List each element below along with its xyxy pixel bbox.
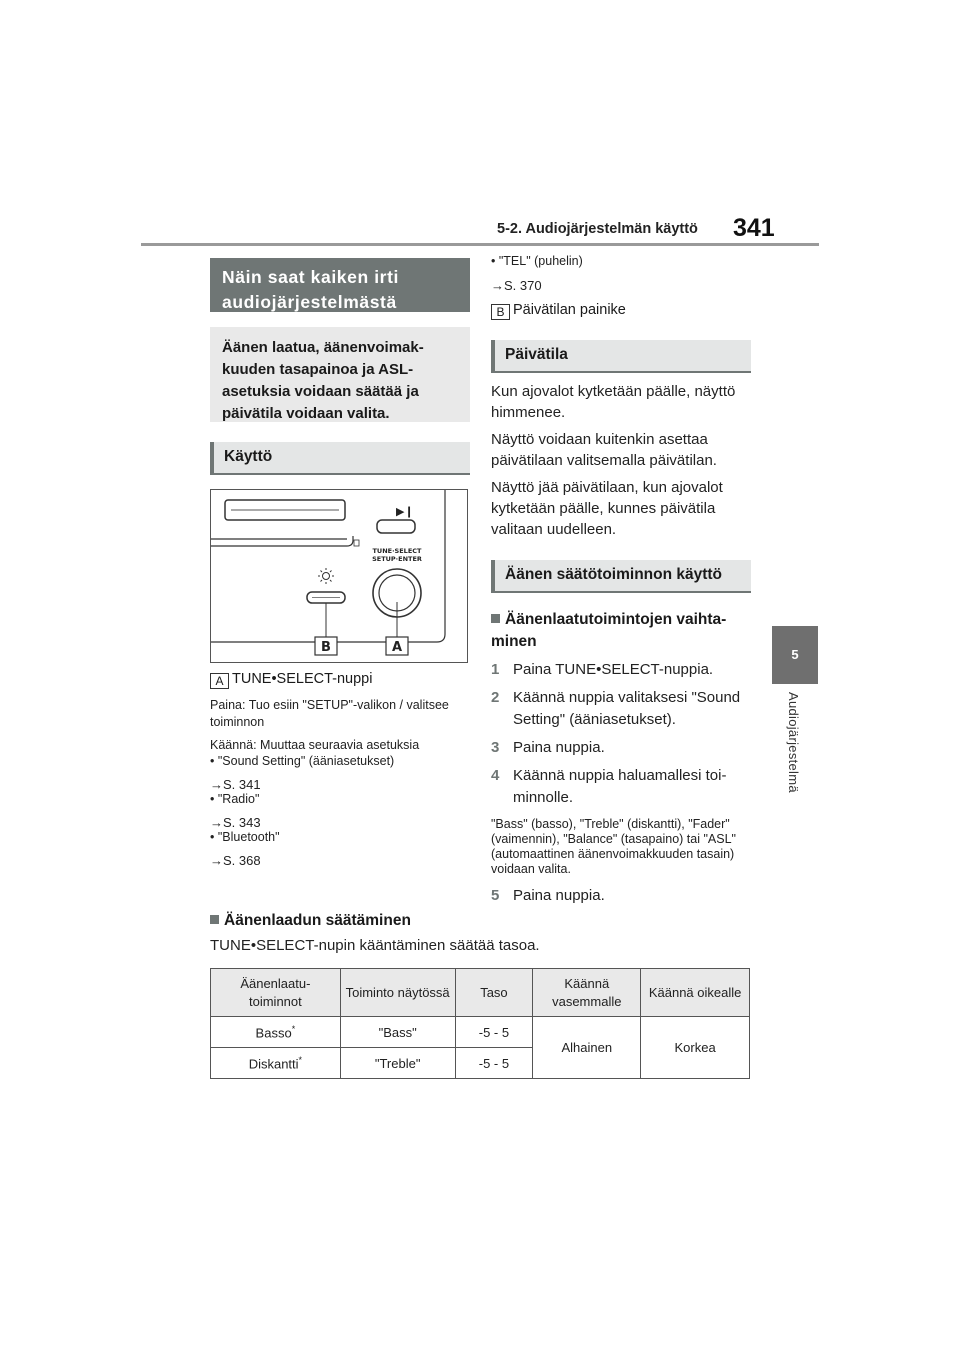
section-heading-adjust: Äänen säätötoiminnon käyttö (491, 560, 751, 593)
chapter-side-label: Audiojärjestelmä (786, 692, 801, 793)
section-title: 5-2. Audiojärjestelmän käyttö (497, 221, 698, 237)
table-cell-mode: Diskantti* (211, 1048, 341, 1079)
banner-box (210, 258, 470, 312)
label-b-line (491, 302, 751, 320)
banner-title-line2: audiojärjestelmästä (222, 292, 397, 312)
item-bluetooth: • "Bluetooth" (210, 830, 470, 844)
step-3 (491, 737, 751, 759)
daymode-paragraph-2: Näyttö voidaan kuitenkin asettaa päivätilaan valitsemalla päivätilan. (491, 431, 717, 469)
table-header-display: Toiminto näytössä (340, 969, 455, 1017)
step-4-number: 4 (491, 767, 500, 784)
callout-b: B (321, 640, 331, 655)
chapter-tab: 5 (772, 626, 818, 684)
daymode-paragraph-1: Kun ajovalot kytketään päälle, näyttö himmenee. (491, 383, 736, 421)
square-bullet-icon (491, 614, 500, 623)
left-column (210, 258, 470, 868)
item-radio: • "Radio" (210, 792, 470, 806)
table-header-turn-left: Käännä vasemmalle (533, 969, 641, 1017)
table-cell-turn-left: Alhainen (533, 1017, 641, 1079)
step-5-number: 5 (491, 887, 500, 904)
table-cell-display: "Treble" (340, 1048, 455, 1079)
table-cell-turn-right: Korkea (641, 1017, 750, 1079)
item-tel: • "TEL" (puhelin) (491, 254, 751, 268)
step-5 (491, 885, 751, 907)
selectable-functions-note: "Bass" (basso), "Treble" (diskantti), "Fader" (vaimennin), "Balance" (tasapaino) tai "ASL" (automaattinen äänenvoimakkuuden tasain) voidaan valita. (491, 817, 736, 876)
label-a-text: TUNE•SELECT-nuppi (232, 671, 373, 687)
table-cell-display: "Bass" (340, 1017, 455, 1048)
tone-adjust-text: TUNE•SELECT-nupin kääntäminen säätää tasoa. (210, 937, 540, 954)
step-3-number: 3 (491, 739, 500, 756)
table-header-mode: Äänenlaatu-toiminnot (211, 969, 341, 1017)
knob-label-line2: SETUP·ENTER (372, 555, 422, 563)
item-radio-ref: →S. 343 (210, 815, 261, 830)
label-a-letter: A (210, 673, 229, 689)
table-row (211, 1017, 750, 1048)
step-3-text: Paina nuppia. (513, 739, 605, 756)
item-sound-setting-ref: →S. 341 (210, 777, 261, 792)
table-header-row (211, 969, 750, 1017)
press-text: Paina: Tuo esiin "SETUP"-valikon / valitsee toiminnon (210, 698, 449, 729)
callout-a: A (391, 640, 403, 655)
step-2-text: Käännä nuppia valitaksesi "Sound Setting" (ääniasetukset). (513, 689, 741, 728)
sun-icon (318, 568, 334, 584)
play-pause-icon: ▶❙ (396, 505, 414, 518)
switch-heading (491, 609, 751, 653)
knob-label-line1: TUNE·SELECT (372, 547, 422, 555)
audio-panel-illustration (211, 490, 469, 664)
header-rule (141, 243, 819, 246)
label-a-line (210, 671, 470, 689)
label-b-letter: B (491, 304, 510, 320)
footnote-mark: * (298, 1054, 303, 1065)
turn-text: Käännä: Muuttaa seuraavia asetuksia (210, 738, 420, 752)
step-1-text: Paina TUNE•SELECT-nuppia. (513, 661, 714, 678)
table-cell-level: -5 - 5 (455, 1017, 533, 1048)
audio-panel-figure (210, 489, 468, 663)
daymode-paragraph-3: Näyttö jää päivätilaan, kun ajovalot kytketään päälle, kunnes päivätila valitaan uudelleen. (491, 479, 723, 538)
item-bluetooth-ref: →S. 368 (210, 853, 261, 868)
label-b-text: Päivätilan painike (513, 302, 626, 318)
tone-adjust-heading (210, 910, 411, 932)
square-bullet-icon (210, 915, 219, 924)
footnote-mark: * (291, 1023, 296, 1034)
item-sound-setting: • "Sound Setting" (ääniasetukset) (210, 754, 470, 768)
step-5-text: Paina nuppia. (513, 887, 605, 904)
sound-settings-table (210, 968, 750, 1079)
table-header-turn-right: Käännä oikealle (641, 969, 750, 1017)
page-number: 341 (733, 214, 775, 242)
switch-heading-text: Äänenlaatutoimintojen vaihtaminen (491, 611, 727, 650)
item-tel-ref: →S. 370 (491, 278, 542, 293)
step-2 (491, 687, 751, 731)
step-1-number: 1 (491, 661, 500, 678)
table-cell-level: -5 - 5 (455, 1048, 533, 1079)
table-cell-mode: Basso* (211, 1017, 341, 1048)
step-2-number: 2 (491, 689, 500, 706)
section-heading-kaytto: Käyttö (210, 442, 470, 475)
table-header-level: Taso (455, 969, 533, 1017)
step-4-text: Käännä nuppia haluamallesi toiminnolle. (513, 767, 727, 806)
banner-title-line1: Näin saat kaiken irti (222, 267, 399, 287)
section-heading-paivatila: Päivätila (491, 340, 751, 373)
intro-box: Äänen laatua, äänenvoimakkuuden tasapainoa ja ASL-asetuksia voidaan säätää ja päivätila voidaan valita. (210, 327, 470, 422)
step-4 (491, 765, 751, 809)
right-column (491, 254, 751, 907)
step-1 (491, 659, 751, 681)
tone-adjust-heading-text: Äänenlaadun säätäminen (224, 912, 411, 929)
